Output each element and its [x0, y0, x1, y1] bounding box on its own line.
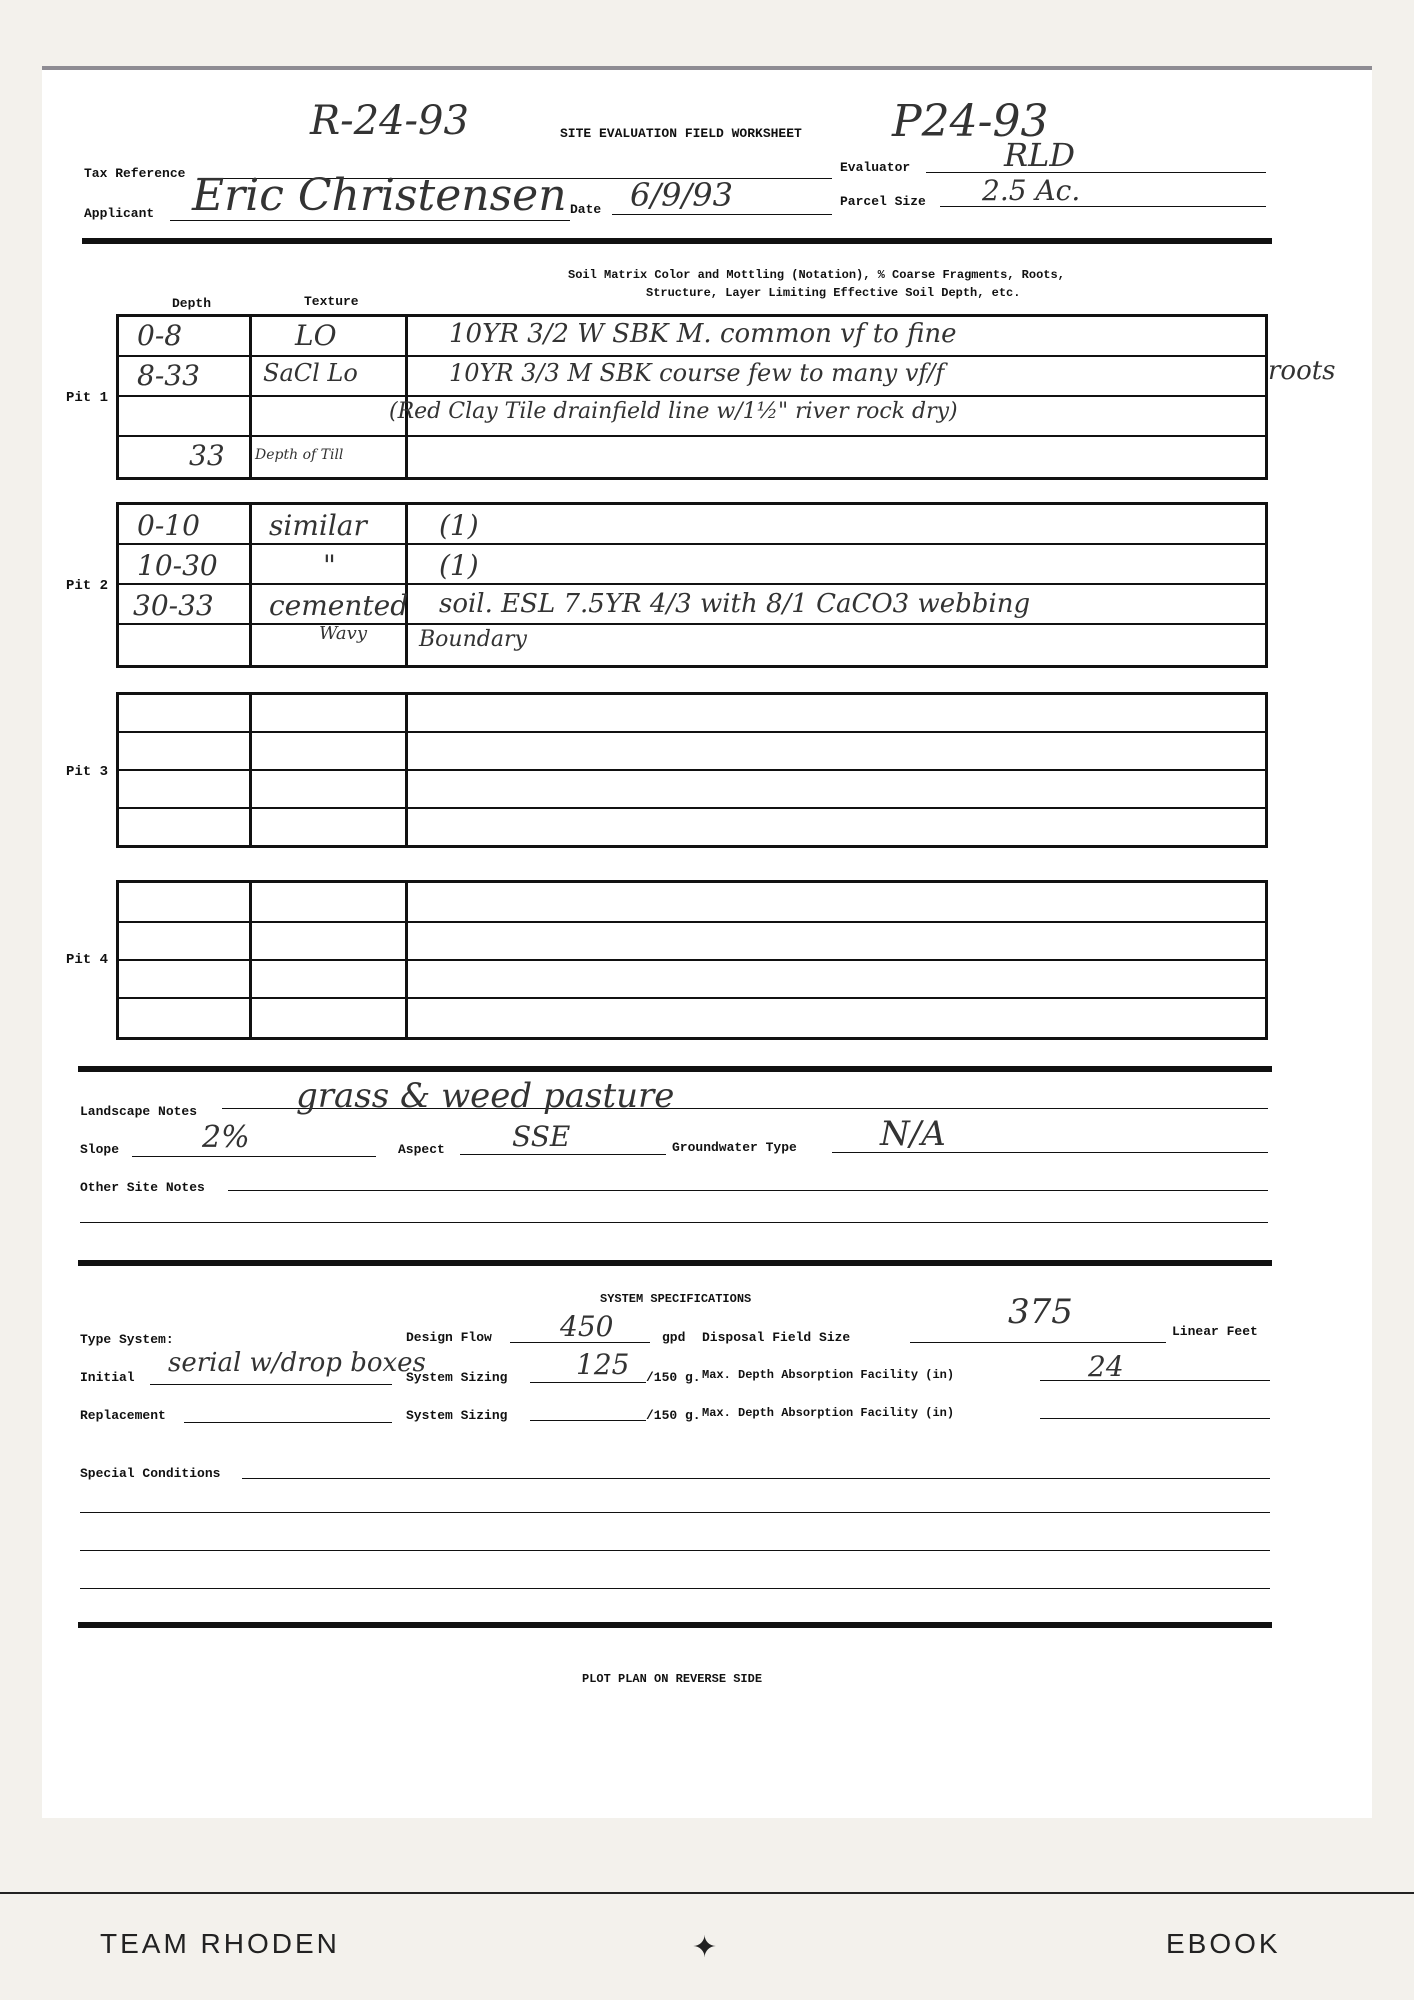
- evaluator-label: Evaluator: [840, 160, 911, 175]
- slope-value: 2%: [202, 1120, 250, 1155]
- applicant-label: Applicant: [84, 206, 155, 221]
- linear-feet-unit: Linear Feet: [1172, 1324, 1258, 1339]
- pit-1-row-1-notes: 10YR 3/2 W SBK M. common vf to fine: [449, 319, 957, 349]
- pit-1-row-2-texture: SaCl Lo: [263, 359, 358, 387]
- system-sizing-replacement-label: System Sizing: [406, 1408, 508, 1423]
- system-sizing-initial-label: System Sizing: [406, 1370, 508, 1385]
- parcel-size-label: Parcel Size: [840, 194, 926, 209]
- design-flow-value: 450: [560, 1310, 614, 1343]
- aspect-label: Aspect: [398, 1142, 445, 1157]
- slope-label: Slope: [80, 1142, 120, 1157]
- other-site-notes-label: Other Site Notes: [80, 1180, 205, 1195]
- pit-1-table: [116, 314, 1268, 480]
- initial-value: serial w/drop boxes: [168, 1348, 426, 1378]
- pit-2-row-1-texture: similar: [269, 509, 367, 542]
- evaluator-value: RLD: [1004, 136, 1075, 174]
- pit-1-row-2-depth: 8-33: [137, 359, 200, 392]
- pit-1-overflow-note: roots: [1268, 356, 1336, 386]
- pit-2-row-3-depth: 30-33: [133, 589, 214, 622]
- disposal-field-label: Disposal Field Size: [702, 1330, 851, 1345]
- pit-4-table: [116, 880, 1268, 1040]
- footer-divider: [0, 1892, 1414, 1894]
- column-notes-line1: Soil Matrix Color and Mottling (Notation), % Coarse Fragments, Roots,: [568, 268, 1065, 282]
- pit-2-row-4-notes: Boundary: [419, 627, 527, 652]
- page-title: SITE EVALUATION FIELD WORKSHEET: [560, 126, 802, 141]
- parcel-size-value: 2.5 Ac.: [982, 174, 1081, 207]
- date-value: 6/9/93: [630, 176, 733, 214]
- pit-2-row-2-texture: ": [323, 549, 336, 582]
- pit-2-row-4-texture: Wavy: [319, 623, 368, 644]
- date-label: Date: [570, 202, 602, 217]
- per-150-replacement: /150 g.: [646, 1408, 701, 1423]
- pit-2-row-2-notes: (1): [439, 549, 479, 582]
- landscape-label: Landscape Notes: [80, 1104, 198, 1119]
- pit-1-row-2-notes: 10YR 3/3 M SBK course few to many vf/f: [449, 359, 945, 387]
- pit-2-row-3-notes: soil. ESL 7.5YR 4/3 with 8/1 CaCO3 webbing: [439, 589, 1031, 619]
- pit-2-row-1-notes: (1): [439, 509, 479, 542]
- star-icon: ✦: [692, 1931, 718, 1964]
- pit-1-label: Pit 1: [66, 390, 109, 406]
- footer-right-text: EBOOK: [1166, 1928, 1281, 1959]
- groundwater-label: Groundwater Type: [672, 1140, 797, 1155]
- landscape-value: grass & weed pasture: [296, 1076, 675, 1116]
- pit-1-row-4-depth: 33: [189, 439, 225, 472]
- max-depth-replacement-label: Max. Depth Absorption Facility (in): [702, 1406, 955, 1420]
- pit-3-table: [116, 692, 1268, 848]
- column-texture: Texture: [304, 294, 359, 309]
- max-depth-initial-label: Max. Depth Absorption Facility (in): [702, 1368, 955, 1382]
- column-notes-line2: Structure, Layer Limiting Effective Soil Depth, etc.: [646, 286, 1021, 300]
- applicant-value: Eric Christensen: [192, 170, 567, 221]
- pit-1-row-1-texture: LO: [295, 319, 337, 352]
- initial-label: Initial: [80, 1370, 135, 1385]
- tax-reference-handwritten: R-24-93: [310, 98, 469, 144]
- pit-2-row-3-texture: cemented: [269, 589, 409, 622]
- footer-left-text: TEAM RHODEN: [100, 1928, 340, 1959]
- pit-3-label: Pit 3: [66, 764, 109, 780]
- evaluator-reference: P24-93: [892, 96, 1049, 147]
- max-depth-initial-value: 24: [1088, 1350, 1124, 1383]
- groundwater-value: N/A: [880, 1114, 946, 1154]
- pit-2-table: [116, 502, 1268, 668]
- system-specs-title: SYSTEM SPECIFICATIONS: [600, 1292, 752, 1306]
- pit-2-label: Pit 2: [66, 578, 109, 594]
- per-150-initial: /150 g.: [646, 1370, 701, 1385]
- worksheet-page: [42, 70, 1372, 1818]
- gpd-unit: gpd: [662, 1330, 686, 1345]
- design-flow-label: Design Flow: [406, 1330, 492, 1345]
- system-sizing-initial-value: 125: [576, 1348, 630, 1381]
- disposal-field-value: 375: [1008, 1292, 1073, 1332]
- type-system-label: Type System:: [80, 1332, 174, 1347]
- pit-2-row-1-depth: 0-10: [137, 509, 200, 542]
- pit-2-row-2-depth: 10-30: [137, 549, 218, 582]
- pit-1-row-1-depth: 0-8: [137, 319, 183, 352]
- aspect-value: SSE: [512, 1120, 571, 1153]
- special-conditions-label: Special Conditions: [80, 1466, 221, 1481]
- pit-1-row-3-notes: (Red Clay Tile drainfield line w/1½" river rock dry): [389, 399, 958, 424]
- pit-4-label: Pit 4: [66, 952, 109, 968]
- pit-1-row-4-texture: Depth of Till: [255, 447, 344, 463]
- tax-reference-label: Tax Reference: [84, 166, 186, 181]
- plot-plan-note: PLOT PLAN ON REVERSE SIDE: [582, 1672, 763, 1686]
- column-depth: Depth: [172, 296, 212, 311]
- replacement-label: Replacement: [80, 1408, 166, 1423]
